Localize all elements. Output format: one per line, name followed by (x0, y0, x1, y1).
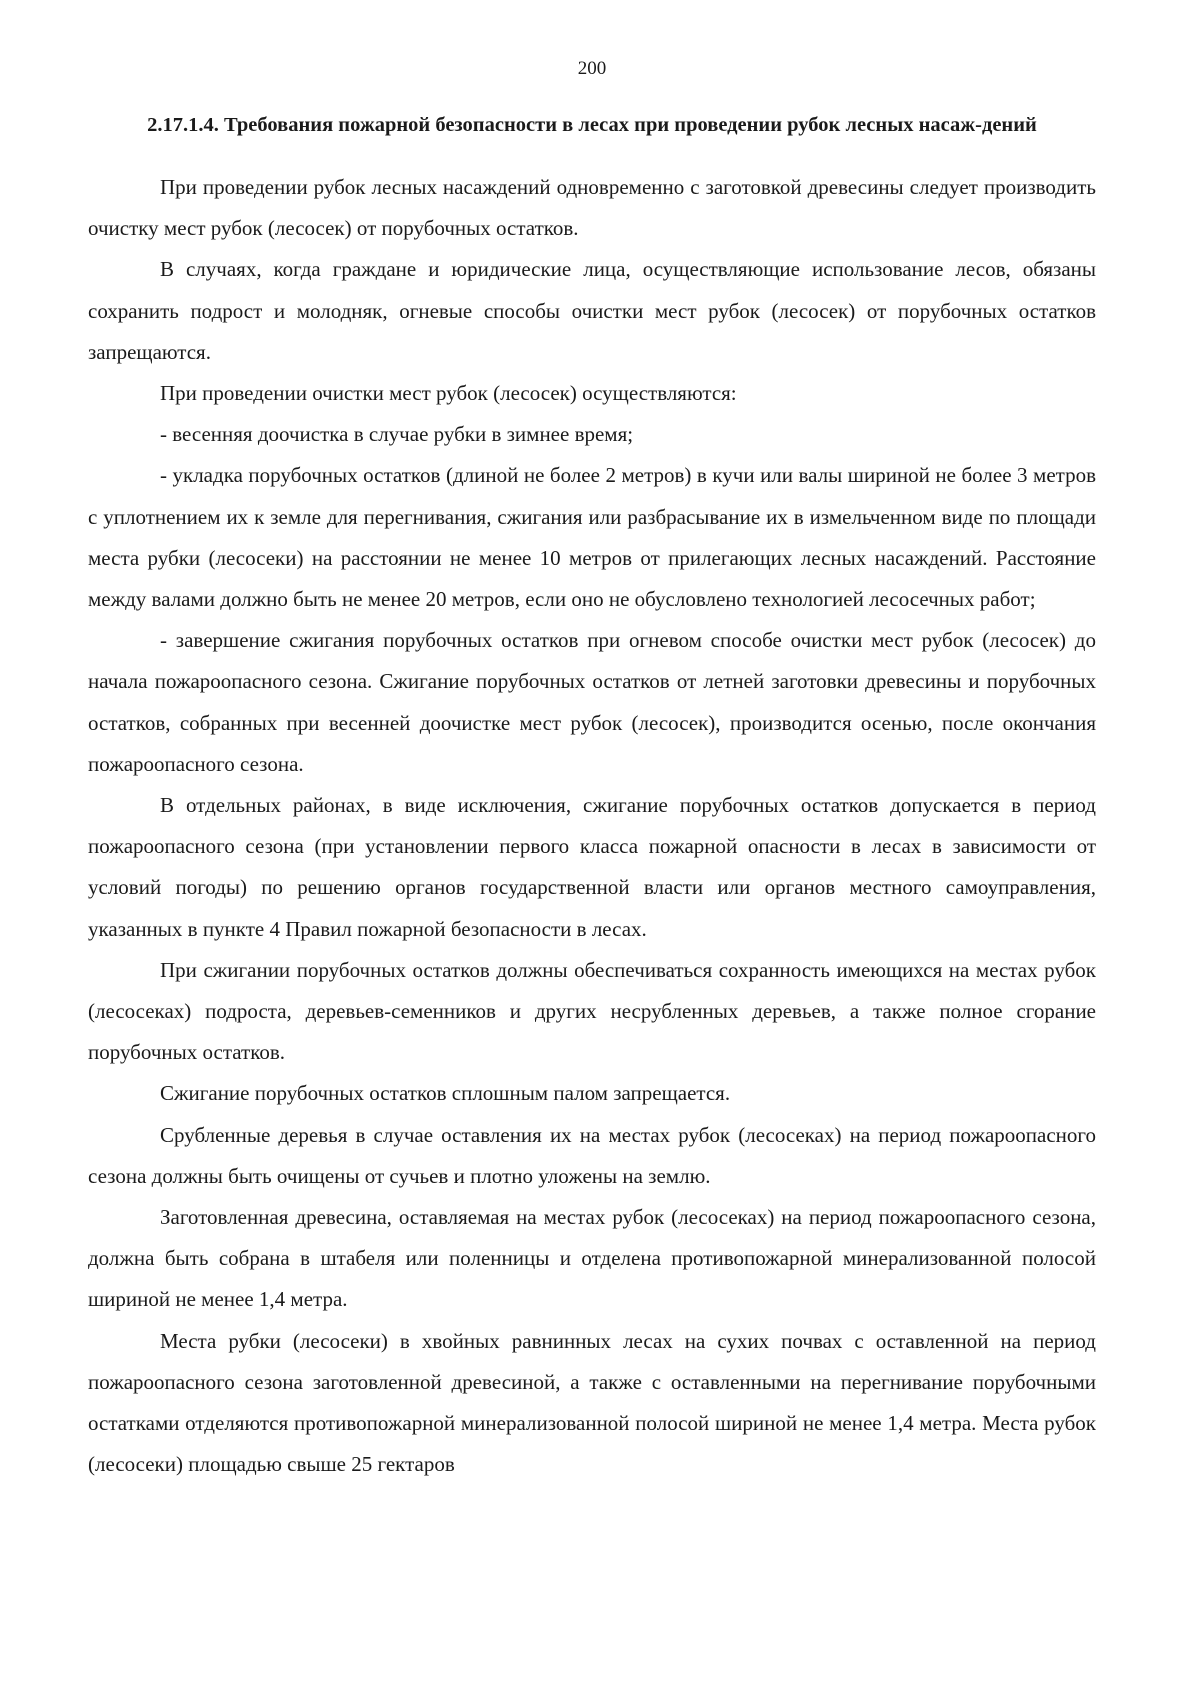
page-number: 200 (577, 58, 607, 79)
paragraph: Места рубки (лесосеки) в хвойных равнинных лесах на сухих почвах с оставленной на период пожароопасного сезона заготовленной древесиной, а также с оставленными на перегнивание порубочными остатками отделяются противопожарной минерализованной полосой шириной не менее 1,4 метра. Места рубок (лесосеки) площадью свыше 25 гектаров (88, 1328, 1096, 1477)
paragraph: Срубленные деревья в случае оставления их на местах рубок (лесосеках) на период пожароопасного сезона должны быть очищены от сучьев и плотно уложены на землю. (88, 1122, 1096, 1188)
list-item: - весенняя доочистка в случае рубки в зимнее время; (160, 422, 634, 447)
body-text (88, 167, 1096, 1486)
list-item: - завершение сжигания порубочных остатков при огневом способе очистки мест рубок (лесосек) до начала пожароопасного сезона. Сжигание порубочных остатков от летней заготовки древесины и порубочных остатков, собранных при весенней доочистке мест рубок (лесосек), производится осенью, после окончания пожароопасного сезона. (88, 628, 1096, 776)
paragraph: Сжигание порубочных остатков сплошным палом запрещается. (160, 1081, 731, 1106)
paragraph: При проведении рубок лесных насаждений одновременно с заготовкой древесины следует производить очистку мест рубок (лесосек) от порубочных остатков. (88, 175, 1096, 241)
paragraph: При сжигании порубочных остатков должны обеспечиваться сохранность имеющихся на местах рубок (лесосеках) подроста, деревьев-семенников и других несрубленных деревьев, а также полное сгорание порубочных остатков. (88, 957, 1096, 1065)
paragraph: Заготовленная древесина, оставляемая на местах рубок (лесосеках) на период пожароопасного сезона, должна быть собрана в штабеля или поленницы и отделена противопожарной минерализованной полосой шириной не менее 1,4 метра. (88, 1205, 1096, 1312)
paragraph: При проведении очистки мест рубок (лесосек) осуществляются: (160, 381, 737, 406)
list-item: - укладка порубочных остатков (длиной не более 2 метров) в кучи или валы шириной не более 3 метров с уплотнением их к земле для перегнивания, сжигания или разбрасывание их в измельченном виде по площади места рубки (лесосеки) на расстоянии не менее 10 метров от прилегающих лесных насаждений. Расстояние между валами должно быть не менее 20 метров, если оно не обусловлено технологией лесосечных работ; (88, 463, 1096, 612)
paragraph: В отдельных районах, в виде исключения, сжигание порубочных остатков допускается в период пожароопасного сезона (при установлении первого класса пожарной опасности в лесах в зависимости от условий погоды) по решению органов государственной власти или органов местного самоуправления, указанных в пункте 4 Правил пожарной безопасности в лесах. (88, 793, 1096, 941)
paragraph: В случаях, когда граждане и юридические лица, осуществляющие использование лесов, обязаны сохранить подрост и молодняк, огневые способы очистки мест рубок (лесосек) от порубочных остатков запрещаются. (88, 257, 1096, 364)
section-heading: 2.17.1.4. Требования пожарной безопасности в лесах при проведении рубок лесных насаж-дений (147, 114, 1037, 136)
